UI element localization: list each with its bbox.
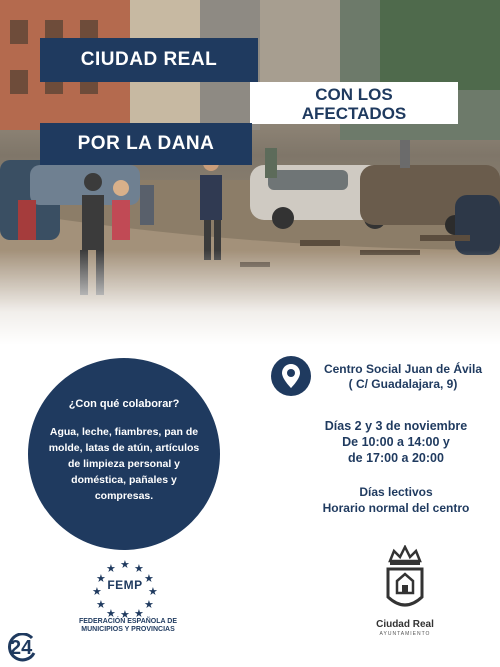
title-line-3: POR LA DANA xyxy=(40,123,252,165)
schedule-lectivos xyxy=(304,484,488,516)
svg-text:★: ★ xyxy=(148,585,158,598)
city-crest-icon xyxy=(370,545,440,617)
corner-badge xyxy=(4,633,38,663)
svg-text:★: ★ xyxy=(134,562,144,575)
svg-text:★: ★ xyxy=(96,598,106,611)
title-line-1: CIUDAD REAL xyxy=(40,38,258,82)
title-line-2a: CON LOS xyxy=(315,85,393,104)
svg-text:★: ★ xyxy=(96,572,106,585)
svg-text:★: ★ xyxy=(120,608,130,618)
city-subtitle: AYUNTAMIENTO xyxy=(379,631,431,637)
svg-text:★: ★ xyxy=(92,585,102,598)
schedule-dates xyxy=(304,418,488,466)
badge-number: 24 xyxy=(10,637,33,659)
svg-text:★: ★ xyxy=(106,607,116,618)
photo-fade xyxy=(0,250,500,345)
femp-logo xyxy=(70,558,185,638)
location-info xyxy=(310,362,496,392)
collaboration-items: Agua, leche, fiambres, pan de molde, latas de atún, artículos de limpieza personal y doméstica, pañales y compresas. xyxy=(48,426,200,502)
location-pin-icon xyxy=(271,356,311,396)
title-line-2b: AFECTADOS xyxy=(301,104,407,123)
svg-text:★: ★ xyxy=(134,607,144,618)
svg-text:★: ★ xyxy=(120,558,130,571)
femp-word: FEMP xyxy=(107,578,143,592)
schedule-normal-hours: Horario normal del centro xyxy=(322,501,470,515)
schedule-lectivos-label: Días lectivos xyxy=(359,485,433,499)
schedule-days: Días 2 y 3 de noviembre xyxy=(324,419,468,433)
collaboration-circle xyxy=(28,358,220,550)
femp-fullname: FEDERACIÓN ESPAÑOLA DE MUNICIPIOS Y PROVINCIAS xyxy=(78,618,177,633)
schedule-time-2: de 17:00 a 20:00 xyxy=(348,451,444,465)
location-name: Centro Social Juan de Ávila xyxy=(323,362,483,376)
location-address: ( C/ Guadalajara, 9) xyxy=(348,377,458,391)
svg-text:★: ★ xyxy=(144,598,154,611)
city-name: Ciudad Real xyxy=(376,619,434,630)
schedule-time-1: De 10:00 a 14:00 y xyxy=(342,435,450,449)
collaboration-question: ¿Con qué colaborar? xyxy=(68,398,180,410)
svg-text:★: ★ xyxy=(106,562,116,575)
ciudad-real-logo xyxy=(370,545,440,640)
svg-text:★: ★ xyxy=(144,572,154,585)
title-line-2 xyxy=(250,82,458,124)
